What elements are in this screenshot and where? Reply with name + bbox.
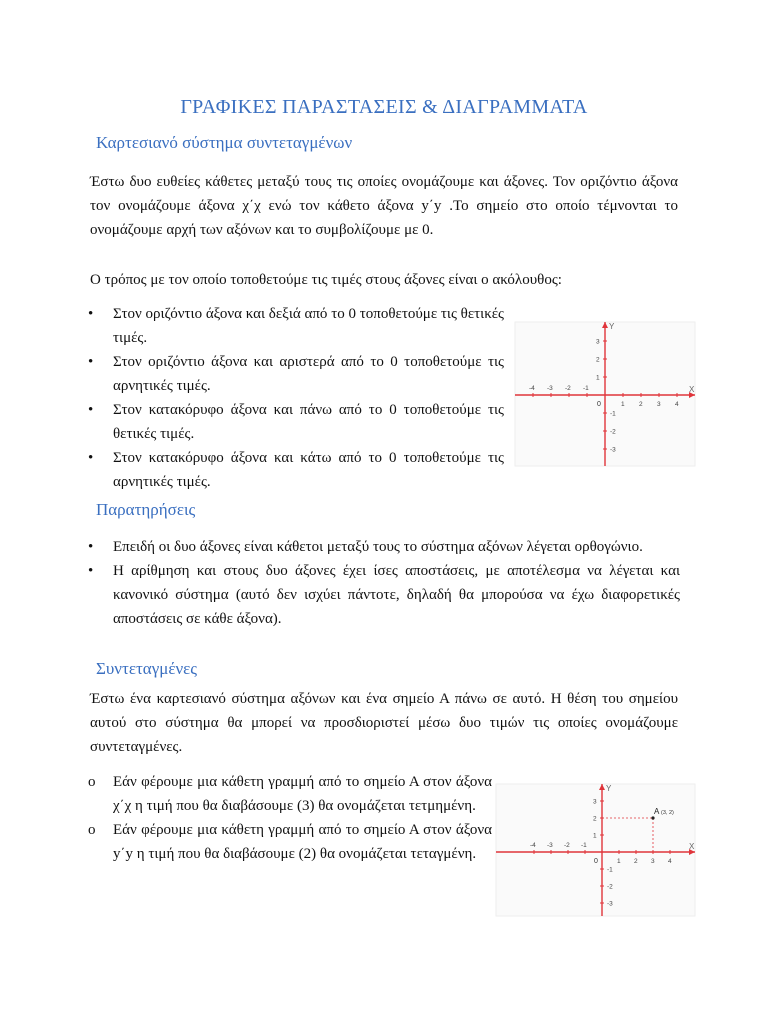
- x-tick-label: 1: [617, 858, 621, 865]
- bullet-marker: •: [88, 539, 94, 555]
- list-item: [86, 350, 504, 398]
- y-tick-label: 2: [596, 356, 600, 364]
- cartesian-axes-figure: [510, 318, 700, 468]
- origin-label: 0: [597, 401, 601, 408]
- bullet-marker: •: [88, 402, 94, 418]
- list-item-text: Στον κατακόρυφο άξονα και πάνω από το 0 τοποθετούμε τις θετικές τιμές.: [113, 402, 504, 442]
- y-tick-label: -3: [607, 900, 613, 908]
- heading-coordinates: Συντεταγμένες: [96, 659, 198, 678]
- paragraph-coordinates-intro: Έστω ένα καρτεσιανό σύστημα αξόνων και ένα σημείο Α πάνω σε αυτό. Η θέση του σημείου αυτού στο σύστημα θα μπορεί να προσδιοριστεί μέσω δυο τιμών τις οποίες ονομάζουμε συντεταγμένες.: [90, 691, 678, 755]
- y-axis-label: Y: [609, 322, 615, 331]
- paragraph-axes-intro: Έστω δυο ευθείες κάθετες μεταξύ τους τις οποίες ονομάζουμε και άξονες. Τον οριζόντιο άξονα τον ονομάζουμε άξονα χ΄χ ενώ τον κάθετο άξονα y΄y .Το σημείο στο οποίο τέμνονται το ονομάζουμε αρχή των αξόνων και το συμβολίζουμε με 0.: [90, 174, 678, 238]
- list-item-text: Εάν φέρουμε μια κάθετη γραμμή από το σημείο Α στον άξονα y΄y η τιμή που θα διαβάσουμε (2) θα ονομάζεται τεταγμένη.: [113, 822, 492, 862]
- y-axis-label: Y: [606, 784, 612, 793]
- list-item: [86, 302, 504, 350]
- x-tick-label: -2: [565, 385, 571, 392]
- y-tick-label: -2: [607, 883, 613, 891]
- point-a-coordinates-figure: [490, 780, 700, 920]
- bullet-marker: •: [88, 306, 94, 322]
- bullet-marker: •: [88, 354, 94, 370]
- y-tick-label: 1: [596, 374, 600, 382]
- list-item-text: Στον κατακόρυφο άξονα και κάτω από το 0 τοποθετούμε τις αρνητικές τιμές.: [113, 450, 504, 490]
- x-tick-label: 3: [651, 858, 655, 865]
- x-tick-label: -2: [564, 842, 570, 849]
- y-tick-label: -1: [610, 410, 616, 418]
- y-tick-label: -1: [607, 866, 613, 874]
- point-a-label: A: [654, 807, 660, 816]
- list-item: [86, 446, 504, 494]
- y-tick-label: 3: [596, 338, 600, 346]
- bullet-marker: o: [88, 822, 96, 838]
- x-tick-label: -1: [581, 842, 587, 849]
- list-item-text: Εάν φέρουμε μια κάθετη γραμμή από το σημείο Α στον άξονα χ΄χ η τιμή που θα διαβάσουμε (3) θα ονομάζεται τετμημένη.: [113, 774, 492, 814]
- x-axis-label: X: [689, 385, 695, 394]
- x-tick-label: 2: [639, 401, 643, 408]
- x-tick-label: -3: [547, 842, 553, 849]
- y-tick-label: 3: [593, 798, 597, 806]
- y-tick-label: -3: [610, 446, 616, 454]
- list-item-text: Η αρίθμηση και στους δυο άξονες έχει ίσες αποστάσεις, με αποτέλεσμα να λέγεται και κανονικό σύστημα (αυτό δεν ισχύει πάντοτε, δηλαδή θα μπορούσα να έχω διαφορετικές αποστάσεις σε κάθε άξονα).: [113, 563, 680, 627]
- list-item: [86, 818, 492, 866]
- origin-label: 0: [594, 858, 598, 865]
- x-tick-label: 1: [621, 401, 625, 408]
- x-tick-label: 3: [657, 401, 661, 408]
- bullet-list-observations: [86, 535, 680, 631]
- bullet-marker: •: [88, 450, 94, 466]
- x-tick-label: -1: [583, 385, 589, 392]
- paragraph-values-method: Ο τρόπος με τον οποίο τοποθετούμε τις τιμές στους άξονες είναι ο ακόλουθος:: [90, 272, 562, 288]
- list-item-text: Επειδή οι δυο άξονες είναι κάθετοι μεταξύ τους το σύστημα αξόνων λέγεται ορθογώνιο.: [113, 539, 643, 555]
- bullet-list-axis-values: [86, 302, 504, 494]
- y-tick-label: 1: [593, 832, 597, 840]
- x-tick-label: -4: [530, 842, 536, 849]
- list-item: [86, 535, 680, 559]
- page-title: ΓΡΑΦΙΚΕΣ ΠΑΡΑΣΤΑΣΕΙΣ & ΔΙΑΓΡΑΜΜΑΤΑ: [180, 96, 588, 118]
- list-item: [86, 770, 492, 818]
- point-a-coordinates: (3, 2): [661, 810, 674, 816]
- list-item: [86, 398, 504, 446]
- heading-cartesian-system: Καρτεσιανό σύστημα συντεταγμένων: [96, 133, 353, 152]
- list-item-text: Στον οριζόντιο άξονα και δεξιά από το 0 τοποθετούμε τις θετικές τιμές.: [113, 306, 504, 346]
- x-tick-label: 2: [634, 858, 638, 865]
- bullet-marker: o: [88, 774, 96, 790]
- y-tick-label: -2: [610, 428, 616, 436]
- x-tick-label: -3: [547, 385, 553, 392]
- x-tick-label: -4: [529, 385, 535, 392]
- list-item-text: Στον οριζόντιο άξονα και αριστερά από το 0 τοποθετούμε τις αρνητικές τιμές.: [113, 354, 504, 394]
- list-item: [86, 559, 680, 631]
- heading-observations: Παρατηρήσεις: [96, 500, 196, 519]
- y-tick-label: 2: [593, 815, 597, 823]
- point-a-marker: [651, 816, 654, 819]
- bullet-marker: •: [88, 563, 94, 579]
- x-tick-label: 4: [675, 401, 679, 408]
- x-tick-label: 4: [668, 858, 672, 865]
- bullet-list-coordinates: [86, 770, 492, 866]
- x-axis-label: X: [689, 842, 695, 851]
